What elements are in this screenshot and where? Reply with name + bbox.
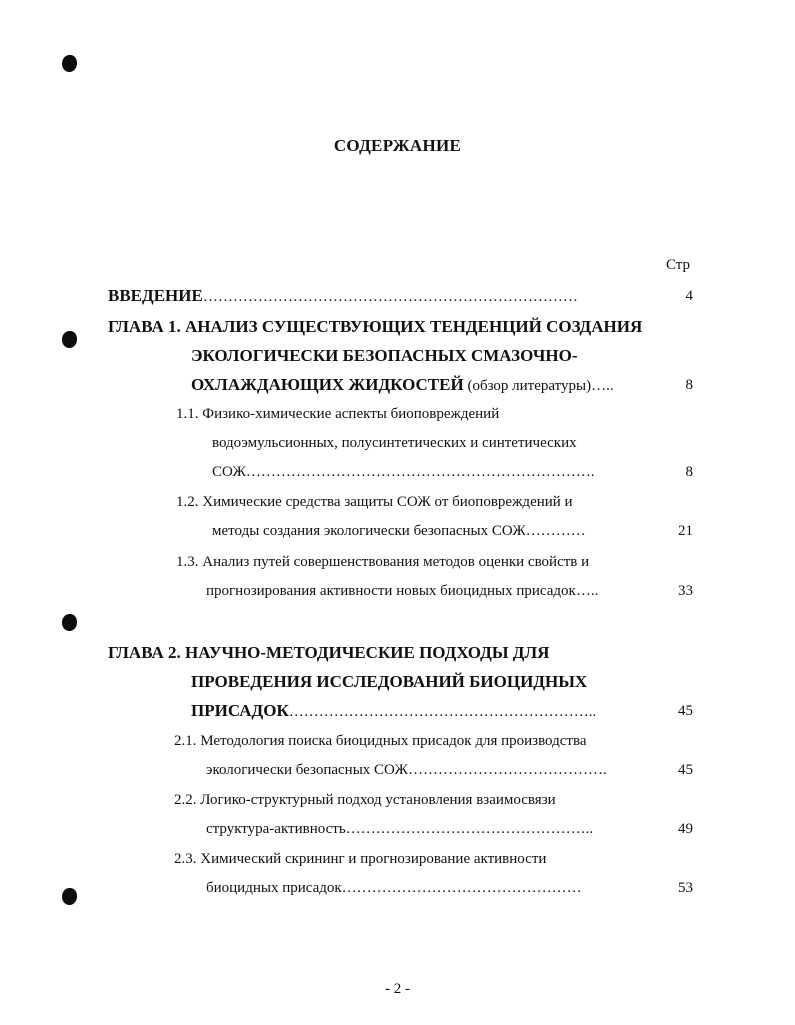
toc-section-1-2-line-1[interactable]: 1.2. Химические средства защиты СОЖ от биоповреждений и bbox=[176, 494, 573, 510]
toc-chapter-1-line-1[interactable]: ГЛАВА 1. АНАЛИЗ СУЩЕСТВУЮЩИХ ТЕНДЕНЦИЙ СОЗДАНИЯ bbox=[108, 317, 643, 336]
toc-section-2-1-line-2 bbox=[206, 762, 693, 779]
toc-section-1-3-line-2-text: прогнозирования активности новых биоцидных присадок….. bbox=[206, 583, 599, 599]
punch-hole bbox=[62, 614, 77, 631]
toc-section-1-1-line-2: водоэмульсионных, полусинтетических и синтетических bbox=[212, 435, 577, 451]
toc-section-2-3-line-2-text: биоцидных присадок………………………………………… bbox=[206, 880, 582, 896]
toc-page-number: 21 bbox=[678, 523, 693, 539]
toc-chapter-1-line-3 bbox=[191, 375, 693, 395]
punch-hole bbox=[62, 888, 77, 905]
toc-section-2-2-line-2 bbox=[206, 821, 693, 838]
toc-entry-intro-title: ВВЕДЕНИЕ bbox=[108, 286, 203, 305]
toc-page-number: 53 bbox=[678, 880, 693, 896]
toc-chapter-1-line-2: ЭКОЛОГИЧЕСКИ БЕЗОПАСНЫХ СМАЗОЧНО- bbox=[191, 346, 578, 365]
toc-section-2-2-line-2-text: структура-активность………………………………………….. bbox=[206, 821, 594, 837]
toc-chapter-2-line-2: ПРОВЕДЕНИЯ ИССЛЕДОВАНИЙ БИОЦИДНЫХ bbox=[191, 672, 588, 691]
toc-chapter-1-line-3-bold: ОХЛАЖДАЮЩИХ ЖИДКОСТЕЙ bbox=[191, 375, 464, 394]
toc-leader-dots: ………………………………………………………………… bbox=[202, 289, 578, 305]
toc-section-1-1-line-1[interactable]: 1.1. Физико-химические аспекты биоповреждений bbox=[176, 406, 500, 422]
toc-section-2-2-line-1[interactable]: 2.2. Логико-структурный подход установления взаимосвязи bbox=[174, 792, 556, 808]
toc-page-number: 49 bbox=[678, 821, 693, 837]
toc-chapter-1-line-3-rest: (обзор литературы)….. bbox=[463, 378, 614, 394]
document-title: СОДЕРЖАНИЕ bbox=[333, 136, 462, 155]
toc-page-number: 45 bbox=[678, 703, 693, 719]
toc-page-number: 8 bbox=[685, 464, 693, 480]
toc-page-number: 33 bbox=[678, 583, 693, 599]
page-number-footer: - 2 - bbox=[385, 981, 410, 997]
toc-section-1-2-line-2-text: методы создания экологически безопасных СОЖ………… bbox=[212, 523, 586, 539]
toc-section-1-3-line-2 bbox=[206, 583, 693, 600]
toc-page-number: 8 bbox=[685, 377, 693, 393]
punch-hole bbox=[62, 331, 77, 348]
page-column-label: Стр bbox=[666, 257, 691, 273]
toc-chapter-2-line-1[interactable]: ГЛАВА 2. НАУЧНО-МЕТОДИЧЕСКИЕ ПОДХОДЫ ДЛЯ bbox=[108, 643, 550, 662]
toc-section-1-1-line-3 bbox=[212, 464, 693, 481]
toc-section-1-1-line-3-text: СОЖ……………………………………………………………. bbox=[212, 464, 595, 480]
toc-section-2-1-line-2-text: экологически безопасных СОЖ…………………………………. bbox=[206, 762, 607, 778]
toc-entry-intro[interactable] bbox=[108, 286, 693, 306]
toc-section-2-3-line-1[interactable]: 2.3. Химический скрининг и прогнозирование активности bbox=[174, 851, 547, 867]
toc-chapter-2-line-3 bbox=[191, 701, 693, 721]
toc-section-2-3-line-2 bbox=[206, 880, 693, 897]
toc-section-1-3-line-1[interactable]: 1.3. Анализ путей совершенствования методов оценки свойств и bbox=[176, 554, 590, 570]
toc-leader-dots: …………………………………………………….. bbox=[288, 704, 597, 720]
toc-page-number: 4 bbox=[685, 288, 693, 304]
toc-page-number: 45 bbox=[678, 762, 693, 778]
toc-section-1-2-line-2 bbox=[212, 523, 693, 540]
punch-hole bbox=[62, 55, 77, 72]
toc-section-2-1-line-1[interactable]: 2.1. Методология поиска биоцидных присадок для производства bbox=[174, 733, 587, 749]
toc-chapter-2-line-3-bold: ПРИСАДОК bbox=[191, 701, 289, 720]
